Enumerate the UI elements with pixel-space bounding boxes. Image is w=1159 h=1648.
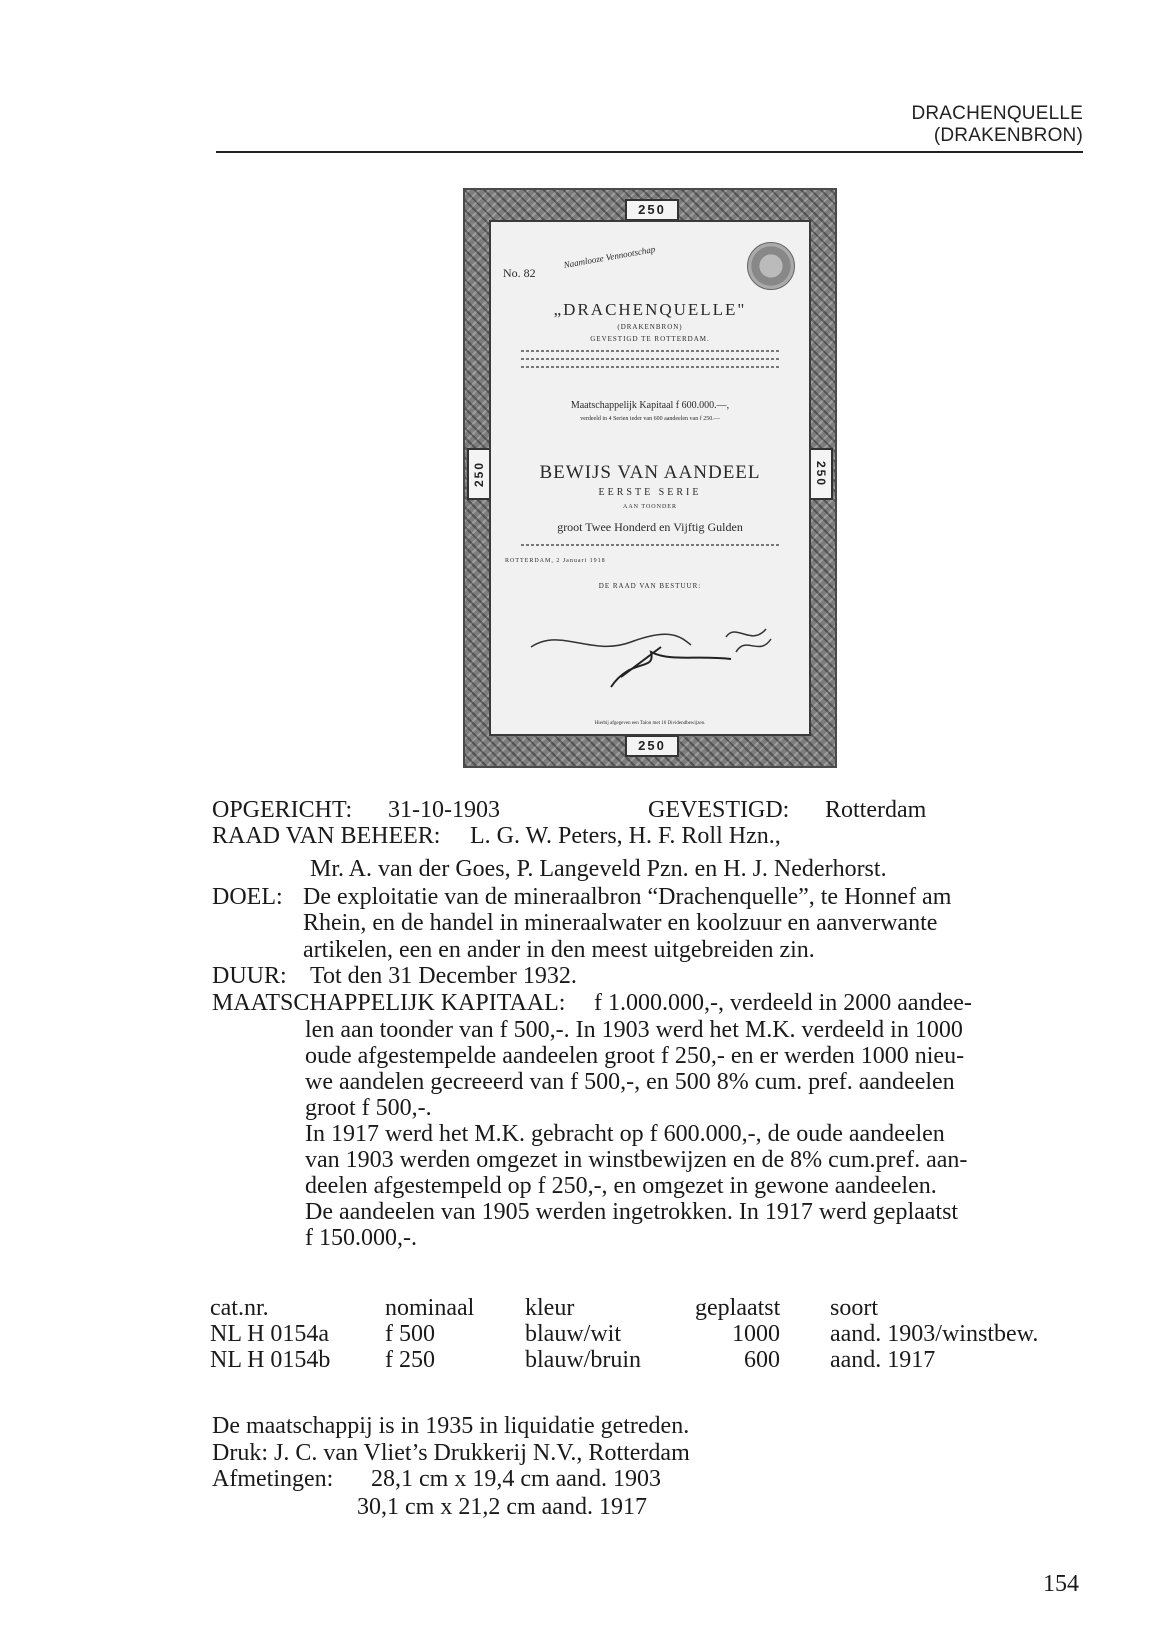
certificate-body [489,220,811,736]
seat-label: GEVESTIGD: [648,797,790,823]
denomination-top: 250 [625,199,679,221]
table-cell: f 250 [385,1347,435,1373]
table-cell: 600 [744,1347,780,1373]
denomination-bottom: 250 [625,735,679,757]
seal-icon [747,242,795,290]
table-cell: blauw/bruin [525,1347,641,1373]
table-header-row [210,1295,1038,1321]
capital-line: oude afgestempelde aandeelen groot f 250,- en er werden 1000 nieu- [305,1043,965,1069]
seat-value: Rotterdam [825,797,927,823]
table-row [210,1347,1038,1373]
board-label: RAAD VAN BEHEER: [212,823,441,849]
certificate-series: EERSTE SERIE [598,487,702,498]
fine-print-line [521,544,779,546]
table-cell: NL H 0154a [210,1321,330,1347]
capital-line: we aandelen gecreeerd van f 500,-, en 500 8% cum. pref. aandeelen [305,1069,955,1095]
certificate-seat: GEVESTIGD TE ROTTERDAM. [590,335,710,343]
certificate-subtitle: (DRAKENBRON) [617,323,683,331]
header-subtitle: (DRAKENBRON) [933,125,1083,146]
capital-paragraph [305,1017,967,1251]
dimension-2: 30,1 cm x 21,2 cm aand. 1917 [357,1494,647,1520]
board-line-2: Mr. A. van der Goes, P. Langeveld Pzn. en H. J. Nederhorst. [310,856,887,882]
capital-line: De aandeelen van 1905 werden ingetrokken. In 1917 werd geplaatst [305,1199,959,1225]
fine-print-line [521,350,779,352]
dimension-1: 28,1 cm x 19,4 cm aand. 1903 [371,1466,661,1492]
purpose-line-3: artikelen, een en ander in den meest uitgebreiden zin. [303,937,815,963]
founded-label: OPGERICHT: [212,797,353,823]
table-cell: NL H 0154b [210,1347,331,1373]
col-header: cat.nr. [210,1295,269,1321]
share-certificate-image [463,188,837,768]
certificate-number: No. 82 [503,266,536,280]
col-header: nominaal [385,1295,475,1321]
catalog-table [210,1295,1038,1373]
page-number: 154 [1043,1571,1079,1597]
certificate-board: DE RAAD VAN BESTUUR: [598,582,702,590]
liquidation-note: De maatschappij is in 1935 in liquidatie getreden. [212,1413,690,1439]
signature-icon [521,617,801,697]
certificate-place-date: ROTTERDAM, 2 Januari 1918 [505,558,606,564]
purpose-line-1: De exploitatie van de mineraalbron “Drachenquelle”, te Honnef am [303,884,952,910]
table-cell: aand. 1903/winstbew. [830,1321,1039,1347]
capital-line: f 150.000,-. [305,1225,417,1251]
denomination-right: 250 [809,448,833,500]
table-cell: 1000 [732,1321,780,1347]
certificate-doc-title: BEWIJS VAN AANDEEL [539,462,761,483]
table-cell: blauw/wit [525,1321,621,1347]
printer-note: Druk: J. C. van Vliet’s Drukkerij N.V., Rotterdam [212,1440,690,1466]
table-cell: aand. 1917 [830,1347,936,1373]
capital-line: van 1903 werden omgezet in winstbewijzen en de 8% cum.pref. aan- [305,1147,968,1173]
certificate-bearer: AAN TOONDER [623,504,677,510]
fine-print-line [521,358,779,360]
table-cell: f 500 [385,1321,435,1347]
certificate-amount: groot Twee Honderd en Vijftig Gulden [557,520,743,534]
capital-line: groot f 500,-. [305,1095,432,1121]
certificate-title: „DRACHENQUELLE" [553,300,747,319]
table-row [210,1321,1038,1347]
certificate-division: verdeeld in 4 Serien ieder van 600 aandeelen van f 250.— [580,416,720,422]
capital-line: len aan toonder van f 500,-. In 1903 werd het M.K. verdeeld in 1000 [305,1017,963,1043]
fine-print-line [521,366,779,368]
col-header: soort [830,1295,878,1321]
denomination-left: 250 [467,448,491,500]
purpose-label: DOEL: [212,884,283,910]
board-line-1: L. G. W. Peters, H. F. Roll Hzn., [470,823,781,849]
capital-label: MAATSCHAPPELIJK KAPITAAL: [212,990,566,1016]
header-title: DRACHENQUELLE [911,103,1083,124]
running-header [911,103,1083,147]
col-header: kleur [525,1295,575,1321]
capital-line: In 1917 werd het M.K. gebracht op f 600.000,-, de oude aandeelen [305,1121,945,1147]
founded-value: 31-10-1903 [388,797,500,823]
col-header: geplaatst [695,1295,781,1321]
capital-line: deelen afgestempeld op f 250,-, en omgezet in gewone aandeelen. [305,1173,937,1199]
duration-label: DUUR: [212,963,287,989]
certificate-footer: Hierbij afgegeven een Talon met 16 Dividendbewijzen. [594,721,706,726]
certificate-capital: Maatschappelijk Kapitaal f 600.000.—, [570,400,730,411]
header-rule [216,151,1083,153]
company-type: Naamlooze Vennootschap [562,244,656,270]
dimensions-label: Afmetingen: [212,1466,334,1492]
capital-line-1: f 1.000.000,-, verdeeld in 2000 aandee- [594,990,972,1016]
duration-value: Tot den 31 December 1932. [310,963,577,989]
purpose-line-2: Rhein, en de handel in mineraalwater en koolzuur en aanverwante [303,910,938,936]
